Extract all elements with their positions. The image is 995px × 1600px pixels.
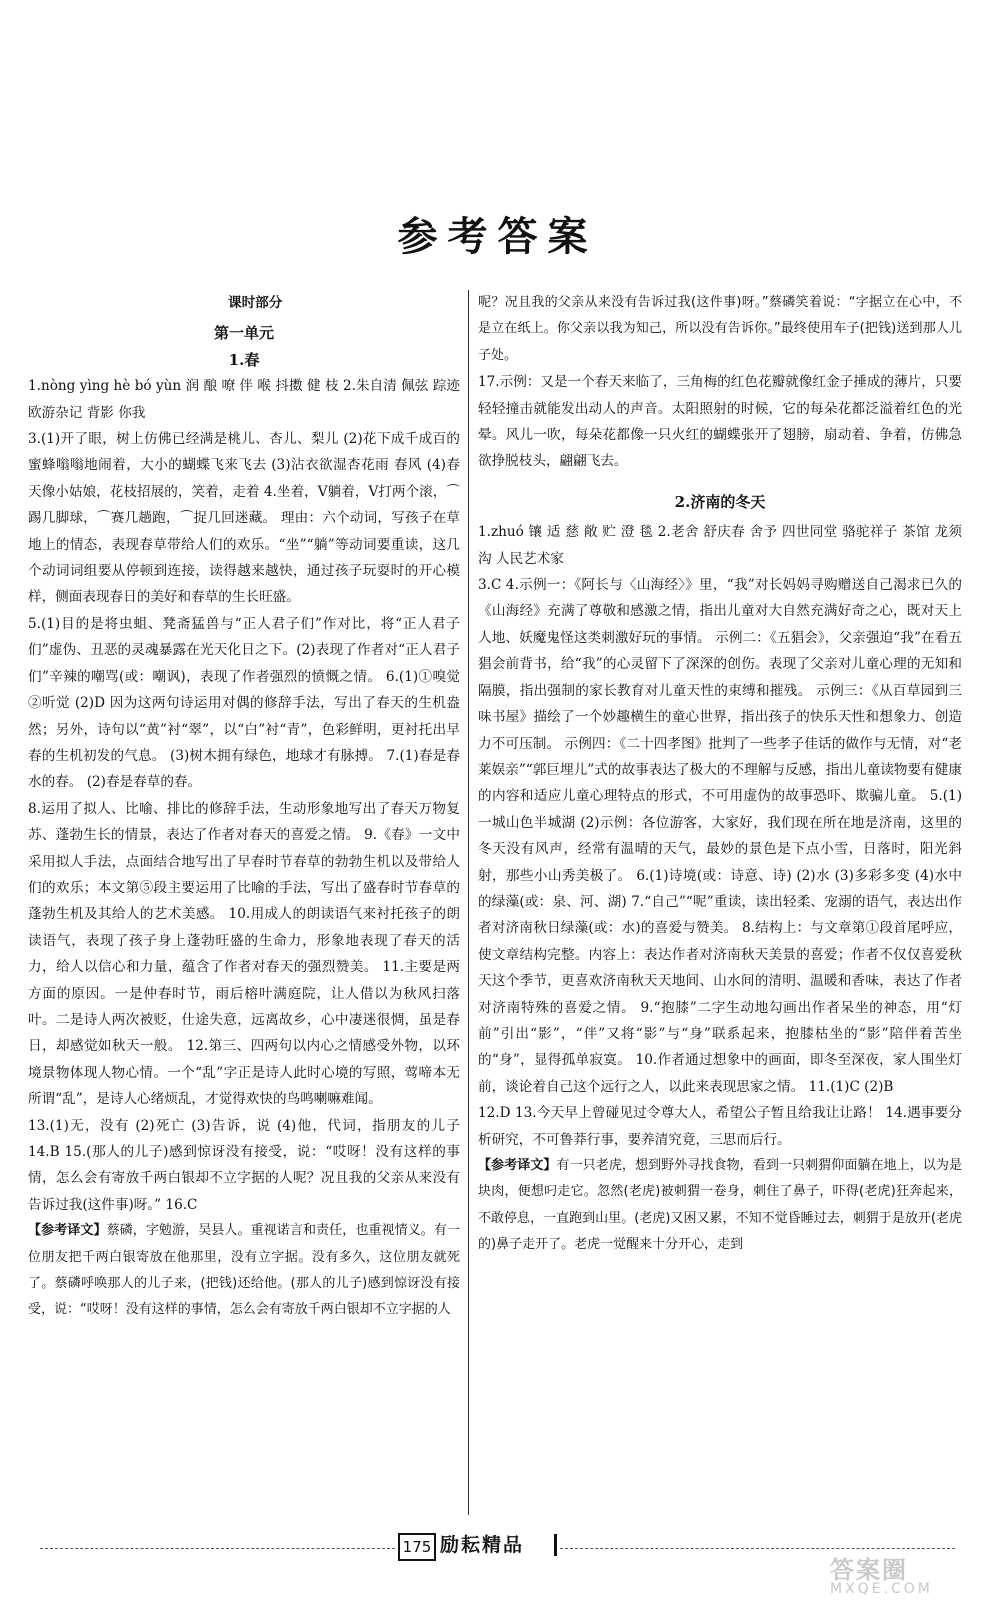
answer-paragraph: 12.D 13.今天早上曾碰见过令尊大人，希望公子暂且给我让让路！ 14.遇事要分析研究，不可鲁莽行事，要养清究竟，三思而后行。 [478,1105,962,1148]
reference-label: 【参考译文】 [28,1223,107,1239]
answer-paragraph: 13.(1)无，没有 (2)死亡 (3)告诉，说 (4)他，代词，指朋友的儿子 14.B 15.(那人的儿子)感到惊讶没有接受，说：“哎呀！没有这样的事情，怎么会有寄放千两白银却不立字据的人呢？况且我的父亲从来没有告诉过我(这件事)呀。” 16.C [28,1117,460,1213]
answer-paragraph: 5.(1)目的是将虫蛆、凳斋猛兽与“正人君子们”作对比，将“正人君子们”虚伪、丑恶的灵魂暴露在光天化日之下。(2)表现了作者对“正人君子们”辛辣的嘲骂(或：嘲讽)，表现了作者强烈的愤慨之情。 6.(1)①嗅觉 ②听觉 (2)D 因为这两句诗运用对偶的修辞手法，写出了春天的生机盎然；另外，诗句以“黄”衬“翠”，以“白”衬“青”，色彩鲜明，更衬托出早春的生机初发的气息。 (3)树木拥有绿色，地球才有脉搏。 7.(1)春是春水的春。 (2)春是春草的春。 [28,615,460,791]
answer-paragraph: 17.示例：又是一个春天来临了，三角梅的红色花瓣就像红金子捶成的薄片，只要轻轻撞击就能发出动人的声音。太阳照射的时候，它的每朵花都泛溢着红色的光晕。风儿一吹，每朵花都像一只火红的蝴蝶张开了翅膀，扇动着、争着，仿佛急欲挣脱枝头，翩翩飞去。 [478,374,962,470]
answer-paragraph: 3.(1)开了眼，树上仿佛已经满是桃儿、杏儿、梨儿 (2)花下成千成百的蜜蜂嗡嗡地闹着，大小的蝴蝶飞来飞去 (3)沾衣欲湿杏花雨 春风 (4)春天像小姑娘，花枝招展的，笑着，走着 4.坐着，V躺着，V打两个滚，⌒踢几脚球，⌒赛几趟跑，⌒捉几回迷藏。 理由：六个动词，写孩子在草地上的情态，表现春草带给人们的欢乐。“坐”“躺”等动词要重读，这几个动词词组要从停顿到连接，读得越来越快，通过孩子玩耍时的开心模样，侧面表现春日的美好和春草的生长旺盛。 [28,431,460,606]
page-title: 参考答案 [397,213,598,260]
footer-rule-right [560,1548,955,1549]
answer-paragraph: 3.C 4.示例一：《阿长与〈山海经〉》里，“我”对长妈妈寻购赠送自己渴求已久的《山海经》充满了尊敬和感激之情，指出儿童对大自然充满好奇之心，既对天上人地、妖魔鬼怪这类刺激好玩的事情。 示例二：《五猖会》，父亲强迫“我”在看五猖会前背书，给“我”的心灵留下了深深的创伤。表现了父亲对儿童心理的无知和隔膜，指出强制的家长教育对儿童天性的束缚和摧残。 示例三：《从百草园到三味书屋》描绘了一个妙趣横生的童心世界，指出孩子的快乐天性和想象力、创造力不可压制。 示例四：《二十四孝图》批判了一些孝子佳话的做作与无情，对“老莱娱亲”“郭巨埋儿”式的故事表达了极大的不理解与反感，指出儿童读物要有健康的内容和适应儿童心理特点的形式，不可用虚伪的故事恐吓、欺骗儿童。 5.(1)一城山色半城湖 (2)示例：各位游客，大家好，我们现在所在地是济南，这里的冬天没有风声，经常有温晴的天气，最妙的景色是下点小雪，日落时，阳光斜射，那些小山秀美极了。 6.(1)诗境(或：诗意、诗) (2)水 (3)多彩多变 (4)水中的绿藻(或：泉、河、湖) 7.“自己”“呢”重读，读出轻柔、宠溺的语气，表达出作者对济南秋日绿藻(或：水)的喜爱与赞美。 8.结构上：与文章第①段首尾呼应，使文章结构完整。内容上：表达作者对济南秋天美景的喜爱；作者不仅仅喜爱秋天这个季节，更喜欢济南秋天天地间、山水间的清明、温暖和香味，表达了作者对济南特殊的喜爱之情。 9.“抱膝”二字生动地勾画出作者呆坐的神态，用“灯前”引出“影”，“伴”又将“影”与“身”联系起来，抱膝枯坐的“影”陪伴着苦坐的“身”，显得孤单寂寞。 10.作者通过想象中的画面，即冬至深夜，家人围坐灯前，谈论着自己这个远行之人，以此来表现思家之情。 11.(1)C (2)B [478,577,962,1095]
reference-translation-continued: 呢？况且我的父亲从来没有告诉过我(这件事)呀。”蔡磷笑着说：“字据立在心中，不是立在纸上。你父亲以我为知己，所以没有告诉你。”最终使用车子(把钱)送到那人儿子处。 [478,295,962,363]
right-column [478,290,962,1259]
section-heading: 课时部分 [228,295,283,311]
reference-translation [28,1218,460,1324]
brand-name [440,1531,552,1559]
lesson-heading-1: 1.春 [228,350,260,369]
column-divider [468,290,469,1515]
reference-text: 蔡磷，字勉游，吴县人。重视诺言和责任，也重视情义。有一位朋友把千两白银寄放在他那里，没有立字据。没有多久，这位朋友就死了。蔡磷呼唤那人的儿子来，(把钱)还给他。(那人的儿子)感到惊讶没有接受，说：“哎呀！没有这样的事情，怎么会有寄放千两白银却不立字据的人 [28,1223,460,1318]
brand-bar-icon [554,1534,557,1556]
footer-rule-left [40,1548,395,1549]
lesson-heading-2: 2.济南的冬天 [674,492,766,511]
unit-heading: 第一单元 [213,324,274,343]
page-number: 175 [398,1533,436,1561]
watermark-line2: MXQE.COM [830,1581,933,1597]
brand-text: 励耘精品 [440,1534,525,1556]
reference-text: 有一只老虎，想到野外寻找食物，看到一只刺猬仰面躺在地上，以为是块肉，便想叼走它。忽然(老虎)被刺猬一卷身，刺住了鼻子，吓得(老虎)狂奔起来，不敢停息，一直跑到山里。(老虎)又困又累，不知不觉昏睡过去，刺猬于是放开(老虎的)鼻子走开了。老虎一觉醒来十分开心，走到 [478,1158,962,1253]
left-column [28,290,460,1324]
watermark-logo [830,1550,980,1596]
answer-paragraph: 1.nòng yìng hè bó yùn 润 酿 嘹 伴 喉 抖擞 健 枝 2.朱自清 佩弦 踪迹 欧游杂记 背影 你我 [28,378,460,421]
answer-paragraph: 8.运用了拟人、比喻、排比的修辞手法，生动形象地写出了春天万物复苏、蓬勃生长的情景，表达了作者对春天的喜爱之情。 9.《春》一文中采用拟人手法，点面结合地写出了早春时节春草的勃勃生机以及带给人们的欢乐；本文第⑤段主要运用了比喻的手法，写出了盛春时节春草的蓬勃生机及其给人的艺术美感。 10.用成人的朗读语气来衬托孩子的朗读语气，表现了孩子身上蓬勃旺盛的生命力，形象地表现了春天的活力，给人以信心和力量，蕴含了作者对春天的强烈赞美。 11.主要是两方面的原因。一是仲春时节，雨后榕叶满庭院，让人借以为秋风扫落叶。二是诗人两次被贬，仕途失意，远离故乡，心中凄迷很惆，虽是春日，却感觉如秋天一般。 12.第三、四两句以内心之情感受外物，以环境景物体现人物心情。一个“乱”字正是诗人此时心境的写照，莺啼本无所谓“乱”，是诗人心绪烦乱，才觉得欢快的鸟鸣喇嘛难闻。 [28,800,460,1108]
reference-label: 【参考译文】 [478,1158,557,1173]
answer-paragraph: 1.zhuó 镶 适 慈 敞 贮 澄 毯 2.老舍 舒庆春 舍予 四世同堂 骆驼祥子 茶馆 龙须沟 人民艺术家 [478,524,962,567]
reference-translation [478,1153,962,1259]
watermark-line1: 答案圈 [830,1556,908,1584]
